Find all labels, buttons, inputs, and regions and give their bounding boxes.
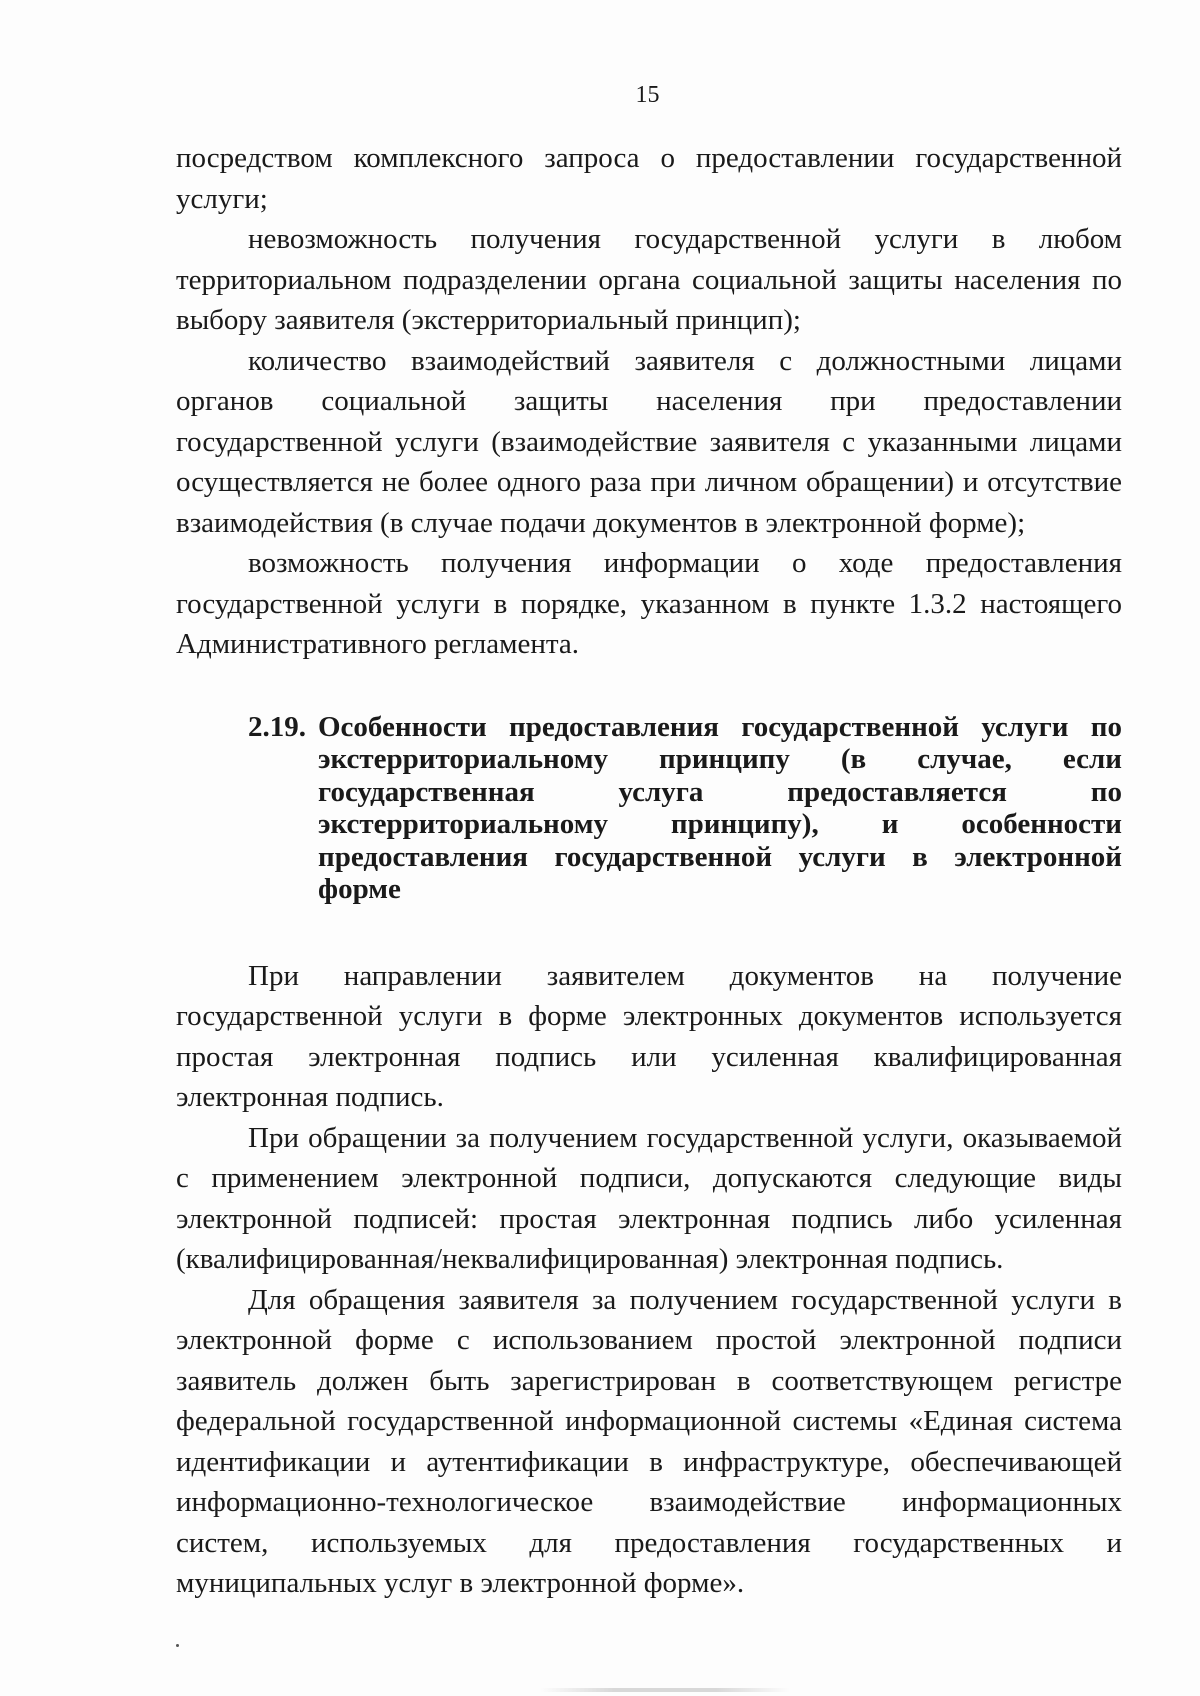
page-number: 15 bbox=[635, 82, 660, 108]
paragraph-complex-request: посредством комплексного запроса о предоставлении государственной услуги; bbox=[176, 142, 1122, 215]
paragraph-extraterritorial: невозможность получения государственной услуги в любом территориальном подразделении органа социальной защиты населения по выбору заявителя (экстерриториальный принцип); bbox=[176, 223, 1122, 336]
section-number: 2.19. bbox=[248, 710, 306, 743]
paragraph-signature-types: При направлении заявителем документов на получение государственной услуги в форме электронных документов используется простая электронная подпись или усиленная квалифицированная электронная подпись. bbox=[176, 959, 1122, 1113]
scan-dot bbox=[176, 1644, 179, 1647]
scan-artifact bbox=[540, 1688, 790, 1692]
paragraph-allowed-signatures: При обращении за получением государственной услуги, оказываемой с применением электронной подписи, допускаются следующие виды электронной подписей: простая электронная подпись либо усиленная (квалифицированная/неквалифицированная) электронная подпись. bbox=[176, 1121, 1122, 1275]
paragraph-progress-info: возможность получения информации о ходе предоставления государственной услуги в порядке, указанном в пункте 1.3.2 настоящего Административного регламента. bbox=[176, 547, 1122, 660]
paragraph-interactions-count: количество взаимодействий заявителя с должностными лицами органов социальной защиты населения при предоставлении государственной услуги (взаимодействие заявителя с указанными лицами осуществляется не более одного раза при личном обращении) и отсутствие взаимодействия (в случае подачи документов в электронной форме); bbox=[176, 344, 1122, 539]
paragraph-registration: Для обращения заявителя за получением государственной услуги в электронной форме с использованием простой электронной подписи заявитель должен быть зарегистрирован в соответствующем регистре федеральной государственной информационной системы «Единая система идентификации и аутентификации в инфраструктуре, обеспечивающей информационно-технологическое взаимодействие информационных систем, используемых для предоставления государственных и муниципальных услуг в электронной форме». bbox=[176, 1283, 1122, 1599]
section-title: Особенности предоставления государственной услуги по экстерриториальному принципу (в случае, если государственная услуга предоставляется по экстерриториальному принципу), и особенности предоставления государственной услуги в электронной форме bbox=[318, 710, 1122, 905]
section-heading bbox=[176, 711, 1122, 906]
document-body bbox=[176, 138, 1122, 1604]
